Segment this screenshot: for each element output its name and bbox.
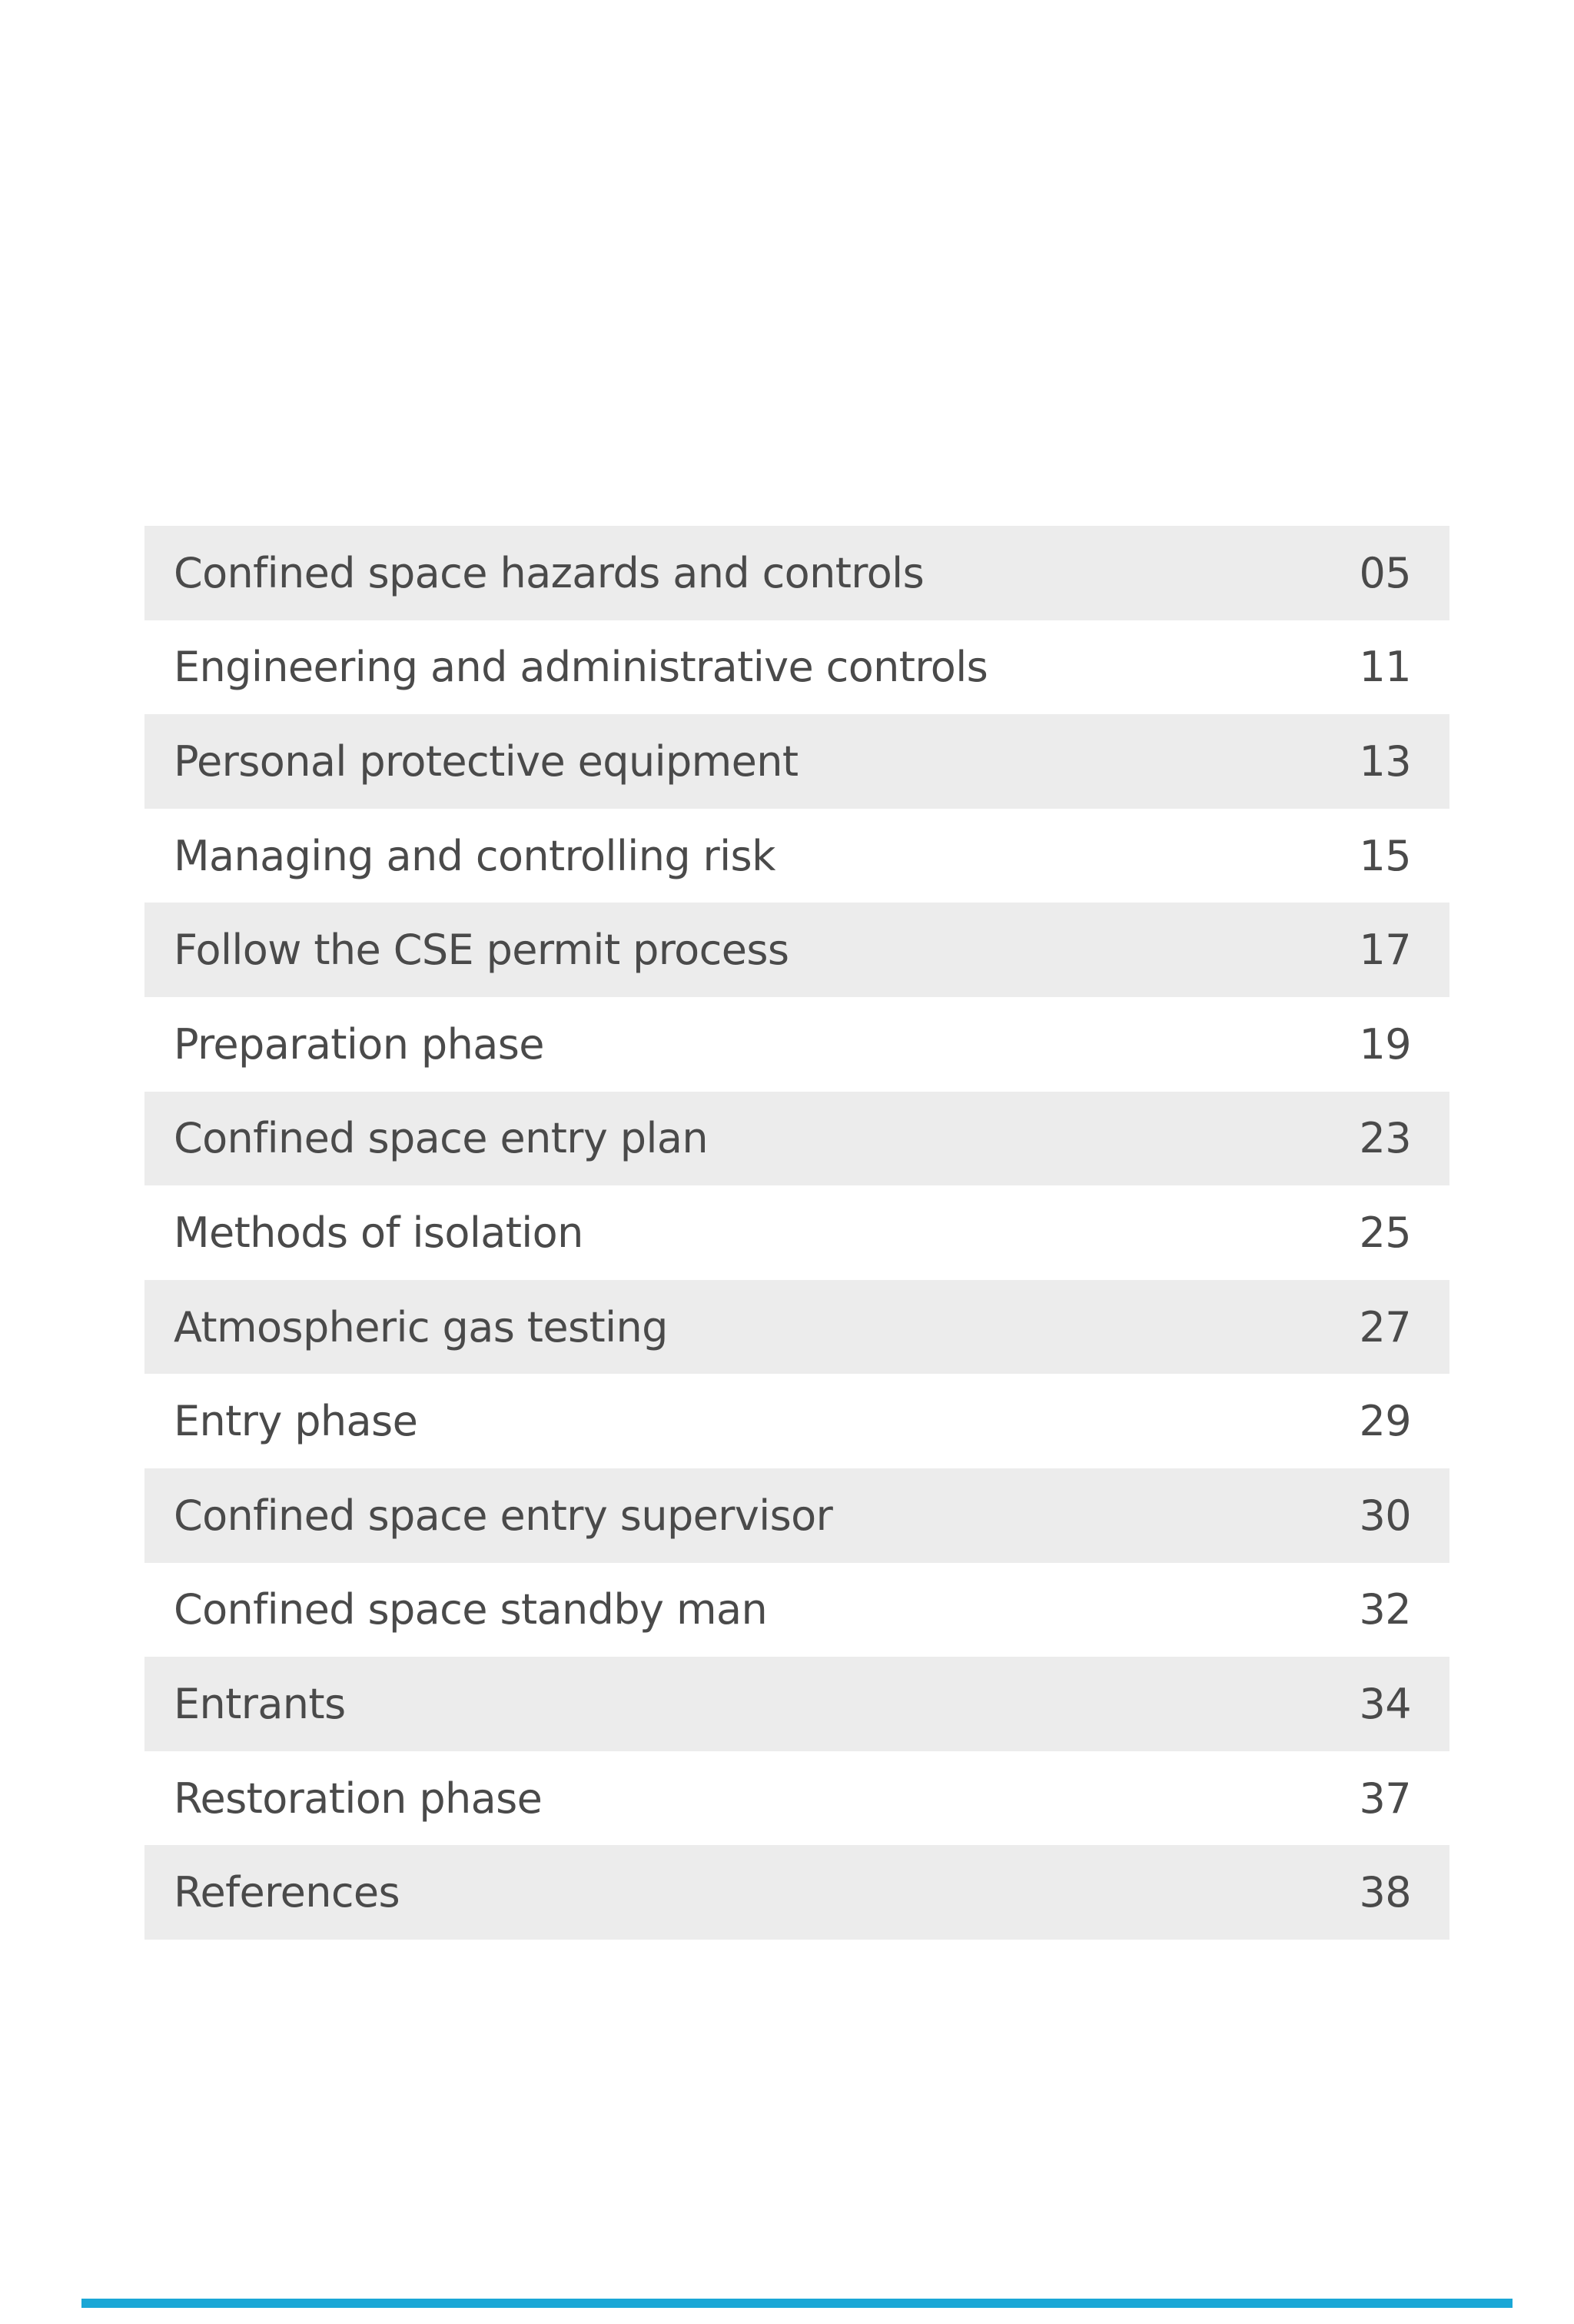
heading-line-1: table of — [171, 230, 433, 326]
toc-entry-title: Confined space entry supervisor — [174, 1491, 833, 1540]
toc-entry[interactable] — [144, 1374, 1449, 1468]
page-heading — [171, 230, 795, 480]
toc-entry-title: Entry phase — [174, 1397, 418, 1446]
toc-entry[interactable] — [144, 1657, 1449, 1751]
toc-entry-page-number: 30 — [1359, 1491, 1411, 1540]
toc-entry-page-number: 34 — [1359, 1679, 1411, 1728]
toc-entry-page-number: 19 — [1359, 1019, 1411, 1069]
toc-entry-title: References — [174, 1868, 400, 1917]
toc-entry[interactable] — [144, 1845, 1449, 1940]
toc-entry[interactable] — [144, 1185, 1449, 1280]
toc-entry-title: Follow the CSE permit process — [174, 926, 789, 975]
toc-entry-title: Preparation phase — [174, 1019, 544, 1069]
toc-entry-title: Confined space standby man — [174, 1585, 768, 1634]
toc-entry[interactable] — [144, 714, 1449, 809]
toc-entry-page-number: 23 — [1359, 1114, 1411, 1163]
toc-entry-title: Confined space hazards and controls — [174, 548, 925, 597]
toc-entry[interactable] — [144, 1092, 1449, 1186]
table-of-contents — [144, 526, 1449, 1940]
toc-entry-page-number: 25 — [1359, 1208, 1411, 1257]
toc-entry[interactable] — [144, 620, 1449, 715]
toc-entry-title: Confined space entry plan — [174, 1114, 708, 1163]
toc-entry-page-number: 27 — [1359, 1302, 1411, 1352]
toc-entry-title: Engineering and administrative controls — [174, 643, 988, 692]
toc-entry-page-number: 05 — [1359, 548, 1411, 597]
toc-entry-title: Atmospheric gas testing — [174, 1302, 668, 1352]
toc-entry[interactable] — [144, 809, 1449, 903]
toc-entry[interactable] — [144, 1468, 1449, 1563]
toc-entry-page-number: 29 — [1359, 1397, 1411, 1446]
toc-entry[interactable] — [144, 1751, 1449, 1846]
toc-entry-page-number: 38 — [1359, 1868, 1411, 1917]
toc-entry[interactable] — [144, 526, 1449, 620]
toc-entry[interactable] — [144, 997, 1449, 1092]
toc-entry-page-number: 13 — [1359, 736, 1411, 786]
toc-entry-title: Managing and controlling risk — [174, 831, 775, 880]
toc-entry-page-number: 37 — [1359, 1774, 1411, 1823]
heading-line-2: contents — [171, 303, 733, 480]
toc-entry-page-number: 15 — [1359, 831, 1411, 880]
toc-entry-title: Personal protective equipment — [174, 736, 799, 786]
toc-entry-title: Restoration phase — [174, 1774, 543, 1823]
toc-entry-page-number: 11 — [1359, 643, 1411, 692]
toc-entry[interactable] — [144, 903, 1449, 997]
footer-rule — [81, 2299, 1513, 2308]
toc-entry-title: Methods of isolation — [174, 1208, 583, 1257]
toc-entry-title: Entrants — [174, 1679, 346, 1728]
toc-entry[interactable] — [144, 1280, 1449, 1375]
toc-entry[interactable] — [144, 1563, 1449, 1657]
toc-entry-page-number: 32 — [1359, 1585, 1411, 1634]
toc-entry-page-number: 17 — [1359, 926, 1411, 975]
